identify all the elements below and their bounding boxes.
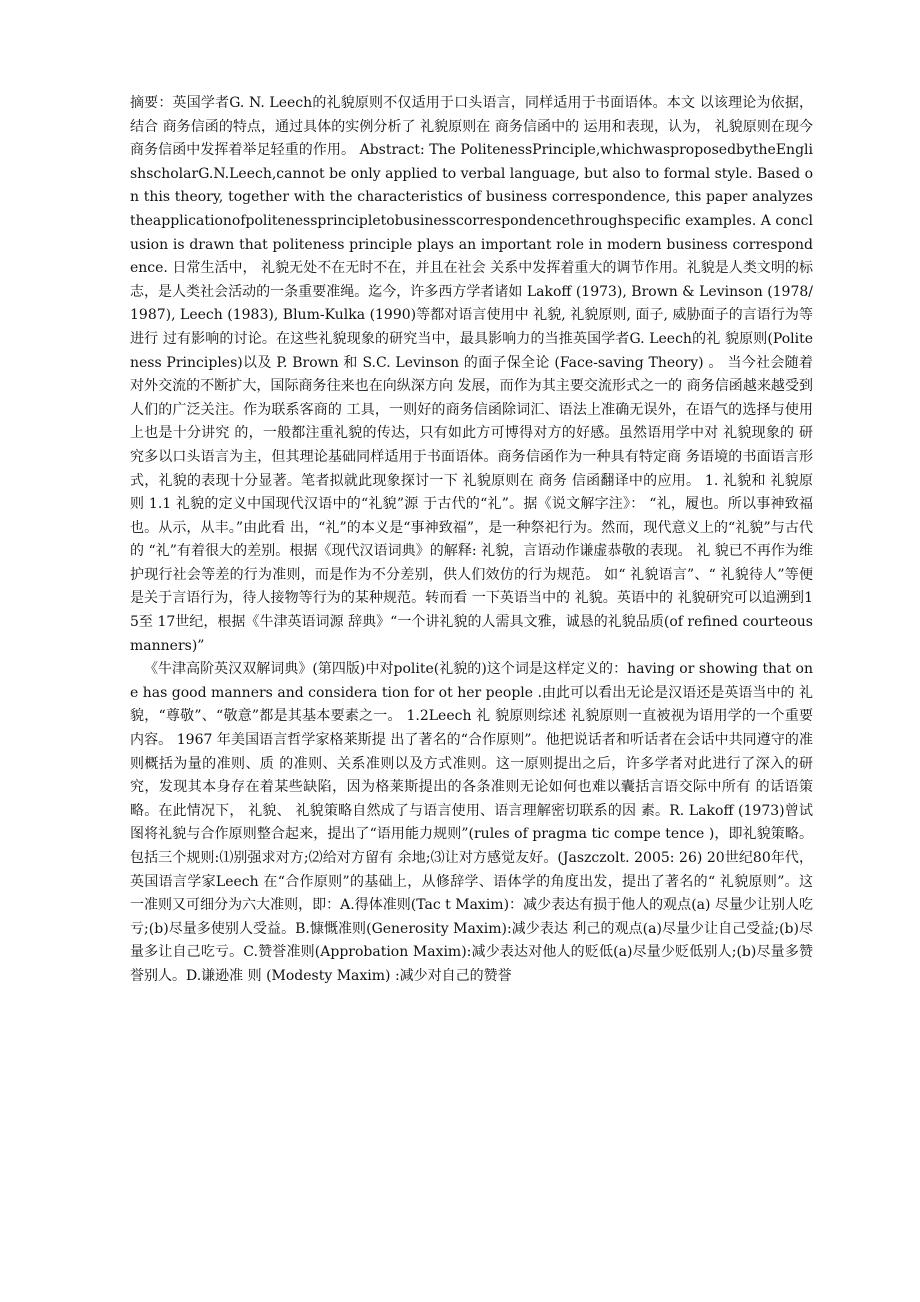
paragraph-oxford-definition: 《牛津高阶英汉双解词典》(第四版)中对polite(礼貌的)这个词是这样定义的：having or showing that one has good manners and considera tion for ot her people .由此可以看出无论是汉语还是英语当中的 礼貌，“尊敬”、“敬意”都是其基本要素之一。 1.2Leech 礼 貌原则综述 礼貌原则一直被视为语用学的一个重要内容。 1967 年美国语言哲学家格莱斯提 出了著名的“合作原则”。他把说话者和听话者在会话中共同遵守的准则概括为量的准则、质 的准则、关系准则以及方式准则。这一原则提出之后，许多学者对此进行了深入的研究，发现其本身存在着某些缺陷，因为格莱斯提出的各条准则无论如何也难以囊括言语交际中所有 的话语策略。在此情况下， 礼貌、 礼貌策略自然成了与语言使用、语言理解密切联系的因 素。R. Lakoff (1973)曾试图将礼貌与合作原则整合起来，提出了“语用能力规则”(rules of pragma tic compe tence )，即礼貌策略。包括三个规则:⑴别强求对方;⑵给对方留有 余地;⑶让对方感觉友好。(Jaszczolt. 2005: 26) 20世纪80年代，英国语言学家Leech 在“合作原则”的基础上，从修辞学、语体学的角度出发，提出了著名的“ 礼貌原则”。这 一准则又可细分为六大准则，即：A.得体准则(Tac t Maxim)：减少表达有损于他人的观点(a) 尽量少让别人吃亏;(b)尽量多使别人受益。B.慷慨准则(Generosity Maxim):减少表达 利己的观点(a)尽量少让自己受益;(b)尽量多让自己吃亏。C.赞誉准则(Approbation Maxim):减少表达对他人的贬低(a)尽量少贬低别人;(b)尽量多赞誉别人。D.谦逊准 则 (Modesty Maxim) :减少对自己的赞誉 xyxy=(130,661,813,984)
paragraph-abstract-and-intro: 摘要：英国学者G. N. Leech的礼貌原则不仅适用于口头语言，同样适用于书面语体。本文 以该理论为依据，结合 商务信函的特点，通过具体的实例分析了 礼貌原则在 商务信函中的 运用和表现，认为， 礼貌原则在现今 商务信函中发挥着举足轻重的作用。 Abstract: The PolitenessPrinciple,whichwasproposedbytheEnglishscholarG.N.Leech,cannot be only applied to verbal language, but also to formal style. Based on this theory, together with the characteristics of business correspondence, this paper analyzes theapplicationofpolitenessprincipletobusinesscorrespondencethroughspecific examples. A conclusion is drawn that politeness principle plays an important role in modern business correspondence. 日常生活中， 礼貌无处不在无时不在，并且在社会 关系中发挥着重大的调节作用。礼貌是人类文明的标志，是人类社会活动的一条重要准绳。迄今，许多西方学者诸如 Lakoff (1973), Brown & Levinson (1978/ 1987), Leech (1983), Blum-Kulka (1990)等都对语言使用中 礼貌, 礼貌原则, 面子, 威胁面子的言语行为等进行 过有影响的讨论。在这些礼貌现象的研究当中，最具影响力的当推英国学者G. Leech的礼 貌原则(Politeness Principles)以及 P. Brown 和 S.C. Levinson 的面子保全论 (Face-saving Theory) 。 当今社会随着对外交流的不断扩大，国际商务往来也在向纵深方向 发展，而作为其主要交流形式之一的 商务信函越来越受到人们的广泛关注。作为联系客商的 工具，一则好的商务信函除词汇、语法上准确无误外，在语气的选择与使用上也是十分讲究 的，一般都注重礼貌的传达，只有如此方可博得对方的好感。虽然语用学中对 礼貌现象的 研究多以口头语言为主，但其理论基础同样适用于书面语体。商务信函作为一种具有特定商 务语境的书面语言形式，礼貌的表现十分显著。笔者拟就此现象探讨一下 礼貌原则在 商务 信函翻译中的应用。 1. 礼貌和 礼貌原则 1.1 礼貌的定义中国现代汉语中的“礼貌”源 于古代的“礼”。据《说文解字注》： “礼，履也。所以事神致福也。从示，从丰。”由此看 出，“礼”的本义是“事神致福”，是一种祭祀行为。然而，现代意义上的“礼貌”与古代的 “礼”有着很大的差别。根据《现代汉语词典》的解释: 礼貌，言语动作谦虚恭敬的表现。 礼 貌已不再作为维护现行社会等差的行为准则，而是作为不分差别，供人们效仿的行为规范。 如“ 礼貌语言”、“ 礼貌待人”等便是关于言语行为，待人接物等行为的某种规范。转而看 一下英语当中的 礼貌。英语中的 礼貌研究可以追溯到15至 17世纪，根据《牛津英语词源 辞典》“一个讲礼貌的人需具文雅，诚恳的礼貌品质(of refined courteous manners)” xyxy=(130,95,813,654)
document-page xyxy=(130,92,813,989)
